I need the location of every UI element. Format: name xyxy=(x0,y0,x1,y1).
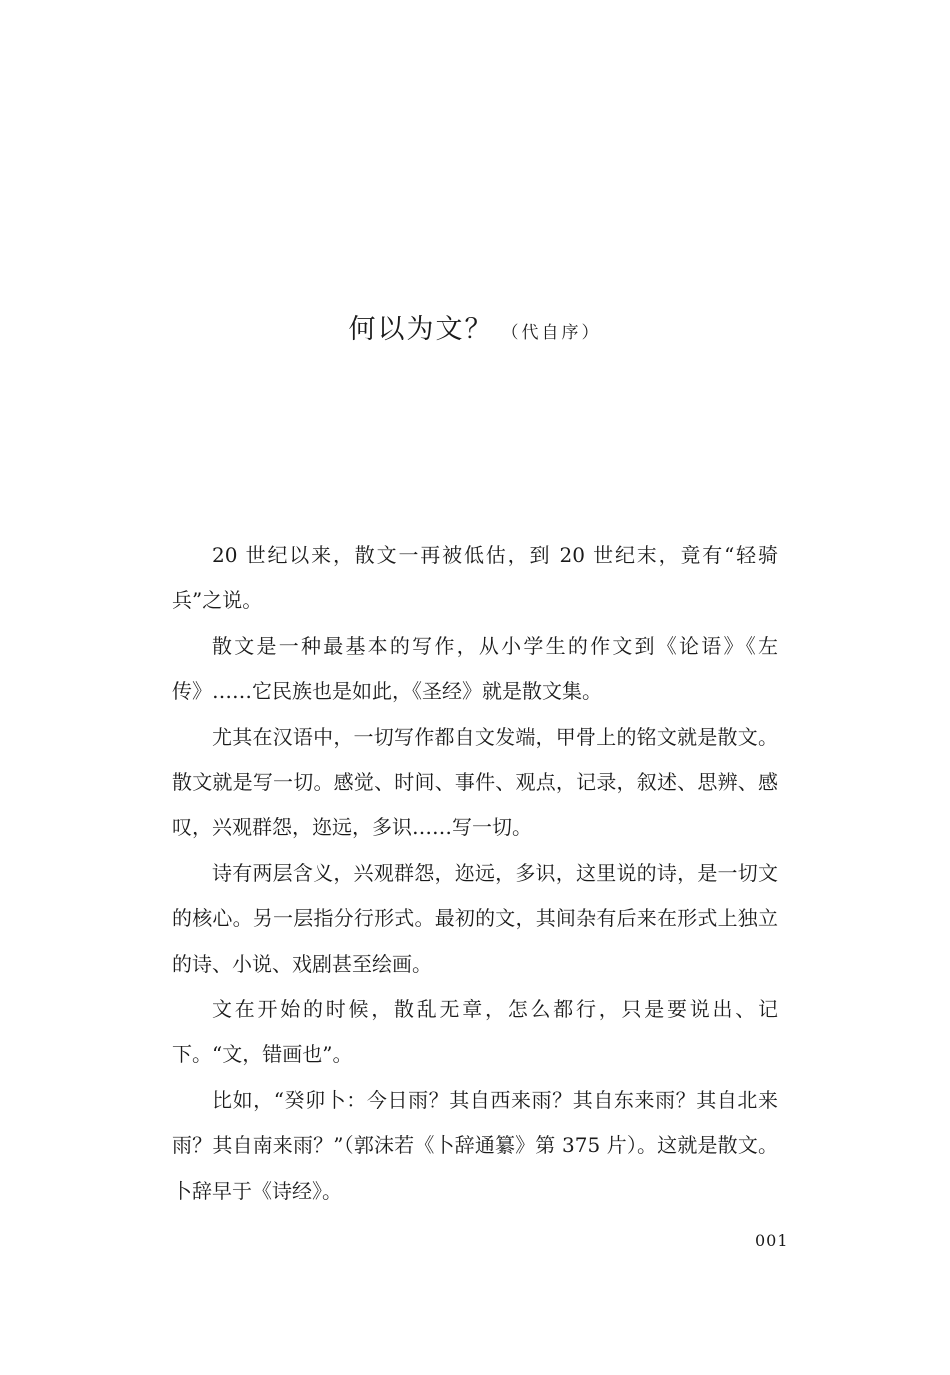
body-text xyxy=(172,533,778,1214)
paragraph: 散文是一种最基本的写作，从小学生的作文到《论语》《左传》……它民族也是如此，《圣经》就是散文集。 xyxy=(172,633,778,704)
page-title xyxy=(0,307,950,346)
paragraph: 尤其在汉语中，一切写作都自文发端，甲骨上的铭文就是散文。散文就是写一切。感觉、时间、事件、观点，记录，叙述、思辨、感叹，兴观群怨，迩远，多识……写一切。 xyxy=(172,724,778,840)
page-number: 001 xyxy=(755,1231,789,1250)
title-main: 何以为文？ xyxy=(348,314,494,345)
paragraph: 文在开始的时候，散乱无章，怎么都行，只是要说出、记下。“文，错画也”。 xyxy=(172,997,778,1067)
paragraph: 诗有两层含义，兴观群怨，迩远，多识，这里说的诗，是一切文的核心。另一层指分行形式。最初的文，其间杂有后来在形式上独立的诗、小说、戏剧甚至绘画。 xyxy=(172,860,778,976)
title-subtitle: （代自序） xyxy=(501,323,602,343)
paragraph: 比如，“癸卯卜：今日雨？其自西来雨？其自东来雨？其自北来雨？其自南来雨？”（郭沫若《卜辞通纂》第 375 片）。这就是散文。卜辞早于《诗经》。 xyxy=(172,1087,778,1203)
paragraph: 20 世纪以来，散文一再被低估，到 20 世纪末，竟有“轻骑兵”之说。 xyxy=(172,543,778,613)
